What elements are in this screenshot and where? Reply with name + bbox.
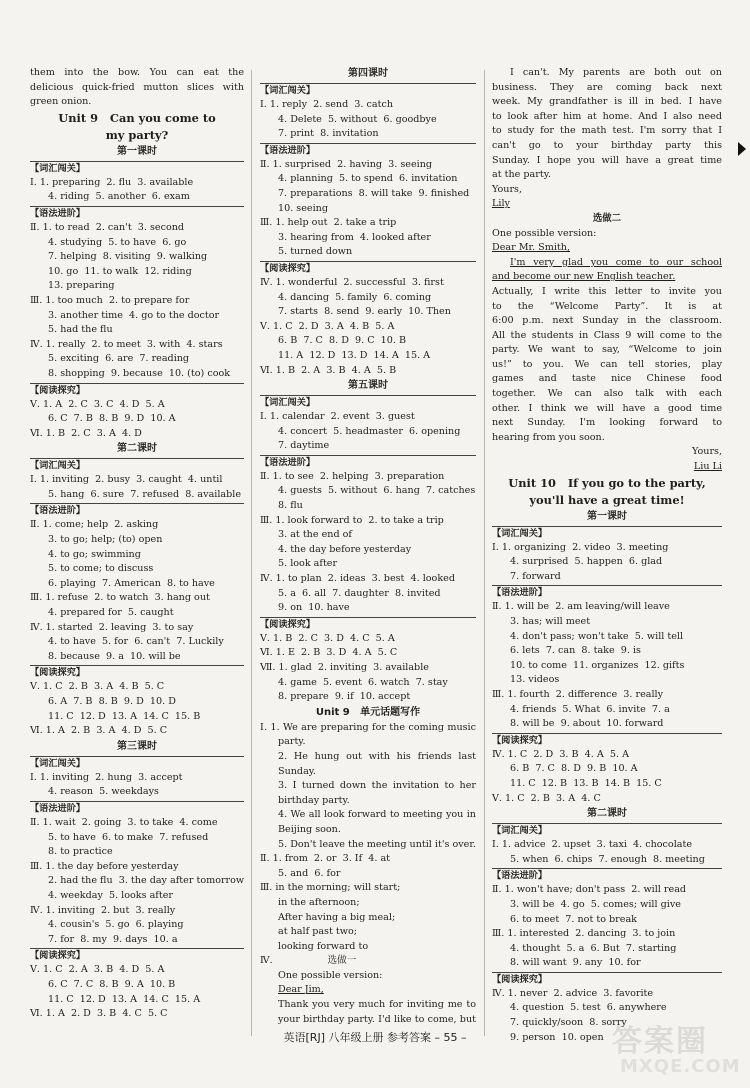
answer-line: 4. game 5. event 6. watch 7. stay bbox=[278, 676, 448, 688]
answer-line: Ⅲ. in the morning; will start; bbox=[260, 882, 401, 894]
lesson-heading: 第一课时 bbox=[117, 145, 157, 157]
answer-line: Dear Mr. Smith, bbox=[492, 242, 571, 254]
answer-line: 5. look after bbox=[278, 558, 338, 570]
answer-line: Ⅰ. 1. We are preparing for the coming music bbox=[260, 721, 476, 733]
answer-line: 3. at the end of bbox=[278, 529, 352, 541]
answer-line: Ⅴ. 1. C 2. A 3. B 4. D 5. A bbox=[30, 964, 165, 976]
section-label: 【阅读探究】 bbox=[30, 665, 244, 680]
answer-line: 6. to meet 7. not to break bbox=[510, 913, 637, 925]
option-heading: 选做二 bbox=[592, 212, 622, 224]
section-label: 【词汇闯关】 bbox=[30, 161, 244, 176]
answer-line: 8. to practice bbox=[48, 846, 113, 858]
answer-line: 3. will be 4. go 5. comes; will give bbox=[510, 898, 681, 910]
answer-line: 10. seeing bbox=[278, 202, 328, 214]
column-divider bbox=[251, 70, 252, 1036]
answer-line: delicious quick-fried mutton slices with bbox=[30, 81, 244, 93]
answer-line: 13. videos bbox=[510, 674, 560, 686]
answer-line: 8. flu bbox=[278, 500, 303, 512]
answer-line: 2. He hung out with his friends last bbox=[278, 750, 476, 762]
answer-line: 5. when 6. chips 7. enough 8. meeting bbox=[510, 853, 705, 865]
answer-line: looking forward to bbox=[278, 940, 369, 952]
answer-line: games and taste nice Chinese food bbox=[492, 373, 722, 385]
answer-line: Ⅴ. 1. C 2. B 3. A 4. C bbox=[492, 792, 601, 804]
answer-line: 13. preparing bbox=[48, 280, 115, 292]
section-label: 【阅读探究】 bbox=[260, 617, 476, 632]
answer-line: 4. concert 5. headmaster 6. opening bbox=[278, 425, 461, 437]
answer-line: party. bbox=[278, 736, 306, 748]
lesson-heading: 第二课时 bbox=[587, 808, 627, 820]
section-label: 【阅读探究】 bbox=[30, 383, 244, 398]
answer-line: Liu Li bbox=[693, 461, 722, 473]
answer-line: Yours, bbox=[691, 446, 722, 458]
answer-line: 3. another time 4. go to the doctor bbox=[48, 309, 220, 321]
answer-line: together. We can also talk with each bbox=[492, 388, 722, 400]
answer-line: 3. I turned down the invitation to her bbox=[278, 780, 476, 792]
answer-line: Ⅰ. 1. inviting 2. busy 3. caught 4. until bbox=[30, 474, 223, 486]
answer-line: 11. C 12. D 13. A 14. C 15. B bbox=[48, 710, 201, 722]
answer-line: 8. will want 9. any 10. for bbox=[510, 957, 641, 969]
answer-line: to study for the math test. I'm sorry that I bbox=[492, 125, 722, 137]
answer-line: 4. cousin's 5. go 6. playing bbox=[48, 919, 184, 931]
answer-line: 7. forward bbox=[510, 570, 561, 582]
answer-line: 7. for 8. my 9. days 10. a bbox=[48, 933, 178, 945]
section-label: 【语法进阶】 bbox=[260, 143, 476, 158]
answer-line: I'm very glad you come to our school bbox=[510, 256, 722, 268]
answer-line: 4. to go; swimming bbox=[48, 548, 141, 560]
section-label: 【阅读探究】 bbox=[260, 261, 476, 276]
answer-line: 8. prepare 9. if 10. accept bbox=[278, 691, 411, 703]
section-label: 【阅读探究】 bbox=[492, 733, 722, 748]
answer-line: business. They are coming back next bbox=[492, 81, 722, 93]
answer-line: 7. starts 8. send 9. early 10. Then bbox=[278, 306, 451, 318]
unit-heading: Unit 10 If you go to the party, bbox=[508, 475, 706, 490]
answer-line: Ⅵ. 1. B 2. C 3. A 4. D bbox=[30, 427, 142, 439]
lesson-heading: Unit 9 单元话题写作 bbox=[315, 706, 421, 718]
answer-line: Ⅰ. 1. reply 2. send 3. catch bbox=[260, 99, 394, 110]
answer-line: 8. will be 9. about 10. forward bbox=[510, 718, 664, 730]
answer-line: Ⅴ. 1. C 2. B 3. A 4. B 5. C bbox=[30, 681, 165, 693]
answer-line: Ⅲ. 1. fourth 2. difference 3. really bbox=[492, 688, 664, 700]
unit-heading: Unit 9 Can you come to bbox=[58, 110, 216, 125]
answer-line: other. I think we will have a good time bbox=[492, 402, 722, 414]
answer-line: 4. reason 5. weekdays bbox=[48, 786, 159, 798]
answer-line: Ⅲ. 1. interested 2. dancing 3. to join bbox=[492, 928, 676, 940]
answer-line: Ⅱ. 1. to read 2. can't 3. second bbox=[30, 221, 185, 233]
answer-line: 7. print 8. invitation bbox=[278, 128, 379, 140]
section-label: 【语法进阶】 bbox=[492, 868, 722, 883]
answer-line: One possible version: bbox=[278, 969, 383, 981]
lesson-heading: 第一课时 bbox=[587, 510, 627, 522]
answer-line: Beijing soon. bbox=[278, 823, 341, 835]
answer-line: 4. to have 5. for 6. can't 7. Luckily bbox=[48, 636, 224, 648]
answer-column-middle bbox=[260, 66, 476, 1036]
lesson-heading: 第四课时 bbox=[348, 68, 388, 79]
answer-line: 5. a 6. all 7. daughter 8. invited bbox=[278, 587, 441, 599]
answer-line: Ⅵ. 1. A 2. B 3. A 4. D 5. C bbox=[30, 725, 168, 737]
answer-line: 7. daytime bbox=[278, 440, 330, 452]
answer-column-left bbox=[30, 66, 244, 1036]
answer-line: Ⅰ. 1. advice 2. upset 3. taxi 4. chocolate bbox=[492, 839, 693, 851]
answer-line: Ⅶ. 1. glad 2. inviting 3. available bbox=[260, 662, 429, 673]
section-label: 【词汇闯关】 bbox=[260, 83, 476, 98]
answer-line: 4. don't pass; won't take 5. will tell bbox=[510, 630, 684, 642]
answer-line: in the afternoon; bbox=[278, 896, 360, 908]
watermark-text: 答案圈 bbox=[612, 1024, 708, 1059]
answer-line: 5. had the flu bbox=[48, 324, 113, 336]
lesson-heading: 第三课时 bbox=[117, 740, 157, 752]
section-label: 【阅读探究】 bbox=[30, 948, 244, 963]
answer-line: Sunday. I hope you will have a great time bbox=[492, 154, 722, 166]
answer-line: to look after him at home. And I also need bbox=[492, 110, 722, 122]
answer-line: 11. C 12. D 13. A 14. C 15. A bbox=[48, 993, 201, 1005]
answer-line: One possible version: bbox=[492, 227, 597, 239]
answer-line: Ⅱ. 1. surprised 2. having 3. seeing bbox=[260, 158, 433, 170]
section-label: 【词汇闯关】 bbox=[492, 526, 722, 541]
answer-line: 7. quickly/soon 8. sorry bbox=[510, 1017, 627, 1029]
answer-line: Ⅰ. 1. inviting 2. hung 3. accept bbox=[30, 771, 183, 783]
answer-line: Ⅵ. 1. B 2. A 3. B 4. A 5. B bbox=[260, 364, 397, 376]
answer-line: 4. planning 5. to spend 6. invitation bbox=[278, 173, 458, 185]
answer-line: Yours, bbox=[492, 183, 523, 195]
answer-line: 7. preparations 8. will take 9. finished bbox=[278, 187, 470, 199]
answer-line: After having a big meal; bbox=[278, 911, 396, 923]
answer-line: 3. to go; help; (to) open bbox=[48, 534, 163, 546]
page-edge-marker-icon bbox=[738, 142, 746, 156]
answer-line: Sunday. bbox=[278, 765, 316, 777]
answer-line: 4. the day before yesterday bbox=[278, 543, 412, 555]
answer-line: 4. dancing 5. family 6. coming bbox=[278, 291, 432, 303]
answer-line: 6. C 7. B 8. B 9. D 10. A bbox=[48, 413, 176, 425]
answer-line: Thank you very much for inviting me to bbox=[278, 999, 476, 1011]
answer-line: 5. exciting 6. are 7. reading bbox=[48, 353, 190, 365]
answer-line: green onion. bbox=[30, 96, 92, 108]
answer-line: Ⅳ. 1. to plan 2. ideas 3. best 4. looked bbox=[260, 573, 455, 585]
answer-line: 6. B 7. C 8. D 9. C 10. B bbox=[278, 335, 406, 347]
section-label: 【词汇闯关】 bbox=[492, 823, 722, 838]
section-label: 【语法进阶】 bbox=[492, 585, 722, 600]
answer-line: Ⅱ. 1. won't have; don't pass 2. will read bbox=[492, 884, 687, 896]
lesson-heading: 第二课时 bbox=[117, 443, 157, 455]
answer-line: 6:00 p.m. next Sunday in the classroom. bbox=[492, 315, 722, 327]
answer-line: Ⅳ. 1. never 2. advice 3. favorite bbox=[492, 987, 654, 999]
section-label: 【词汇闯关】 bbox=[30, 458, 244, 473]
answer-line: Actually, I write this letter to invite you bbox=[492, 285, 722, 297]
answer-line: 2. had the flu 3. the day after tomorrow bbox=[48, 875, 245, 887]
unit-heading: you'll have a great time! bbox=[529, 492, 685, 507]
answer-line: 6. B 7. C 8. D 9. B 10. A bbox=[510, 763, 638, 775]
answer-line: 5. hang 6. sure 7. refused 8. available bbox=[48, 488, 242, 500]
answer-line: Ⅳ. 1. C 2. D 3. B 4. A 5. A bbox=[492, 748, 630, 760]
answer-line: 5. to come; to discuss bbox=[48, 563, 154, 575]
answer-line: 6. lets 7. can 8. take 9. is bbox=[510, 645, 641, 657]
answer-line: and become our new English teacher. bbox=[492, 271, 676, 283]
answer-line: 4. We all look forward to meeting you in bbox=[278, 809, 476, 821]
answer-line: Ⅳ. 1. started 2. leaving 3. to say bbox=[30, 621, 194, 633]
answer-line: next Sunday. I'm looking forward to bbox=[492, 417, 722, 429]
answer-line: Ⅰ. 1. calendar 2. event 3. guest bbox=[260, 411, 415, 423]
answer-line: Ⅰ. 1. organizing 2. video 3. meeting bbox=[492, 541, 669, 553]
lesson-heading: 第五课时 bbox=[348, 380, 388, 392]
answer-line: Ⅴ. 1. B 2. C 3. D 4. C 5. A bbox=[260, 632, 395, 644]
answer-line: 10. to come 11. organizes 12. gifts bbox=[510, 659, 685, 671]
answer-line: 5. turned down bbox=[278, 246, 353, 258]
answer-line: Ⅵ. 1. A 2. D 3. B 4. C 5. C bbox=[30, 1008, 168, 1020]
watermark-url: MXQE.COM bbox=[620, 1056, 741, 1077]
answer-line: Ⅲ. 1. refuse 2. to watch 3. hang out bbox=[30, 592, 210, 604]
answer-line: 9. on 10. have bbox=[278, 602, 350, 614]
answer-line: 4. weekday 5. looks after bbox=[48, 889, 173, 901]
answer-line: your birthday party. I'd like to come, but bbox=[278, 1013, 476, 1025]
answer-line: 6. C 7. C 8. B 9. A 10. B bbox=[48, 978, 176, 990]
answer-line: Ⅳ. 选做一 bbox=[260, 955, 357, 967]
answer-line: 5. to have 6. to make 7. refused bbox=[48, 831, 209, 843]
answer-line: 3. hearing from 4. looked after bbox=[278, 231, 431, 243]
answer-line: Ⅱ. 1. from 2. or 3. If 4. at bbox=[260, 853, 391, 865]
section-label: 【语法进阶】 bbox=[30, 801, 244, 816]
answer-line: 7. helping 8. visiting 9. walking bbox=[48, 251, 208, 263]
answer-line: 5. and 6. for bbox=[278, 867, 341, 879]
section-label: 【语法进阶】 bbox=[260, 455, 476, 470]
answer-line: Ⅱ. 1. wait 2. going 3. to take 4. come bbox=[30, 816, 218, 828]
answer-line: 11. C 12. B 13. B 14. B 15. C bbox=[510, 777, 662, 789]
section-label: 【语法进阶】 bbox=[30, 206, 244, 221]
answer-line: 3. has; will meet bbox=[510, 616, 591, 627]
answer-line: Ⅱ. 1. come; help 2. asking bbox=[30, 519, 159, 531]
section-label: 【语法进阶】 bbox=[30, 503, 244, 518]
answer-line: 4. studying 5. to have 6. go bbox=[48, 236, 187, 248]
answer-line: party. We want to say, “Welcome to join bbox=[492, 344, 722, 356]
answer-line: them into the bow. You can eat the bbox=[30, 67, 244, 78]
answer-line: Ⅳ. 1. wonderful 2. successful 3. first bbox=[260, 276, 444, 288]
answer-line: 4. Delete 5. without 6. goodbye bbox=[278, 113, 437, 125]
watermark-logo bbox=[612, 1016, 741, 1082]
answer-line: 4. thought 5. a 6. But 7. starting bbox=[510, 942, 677, 954]
section-label: 【词汇闯关】 bbox=[30, 756, 244, 771]
answer-line: Ⅰ. 1. preparing 2. flu 3. available bbox=[30, 176, 194, 188]
section-label: 【阅读探究】 bbox=[492, 972, 722, 987]
answer-line: 6. playing 7. American 8. to have bbox=[48, 577, 215, 589]
answer-line: can't go to your birthday party this bbox=[492, 139, 722, 151]
answer-line: Ⅳ. 1. really 2. to meet 3. with 4. stars bbox=[30, 338, 223, 350]
column-divider bbox=[484, 70, 485, 1036]
answer-line: at the party. bbox=[492, 169, 551, 181]
answer-line: 5. Don't leave the meeting until it's over. bbox=[278, 838, 476, 850]
answer-line: Ⅲ. 1. the day before yesterday bbox=[30, 860, 179, 872]
answer-line: Ⅴ. 1. A 2. C 3. C 4. D 5. A bbox=[30, 398, 165, 410]
answer-line: 11. A 12. D 13. D 14. A 15. A bbox=[278, 349, 431, 361]
answer-line: to the “Welcome Party”. It is at bbox=[492, 300, 722, 312]
answer-line: 4. surprised 5. happen 6. glad bbox=[510, 556, 663, 568]
answer-line: at half past two; bbox=[278, 926, 357, 938]
answer-line: Ⅲ. 1. look forward to 2. to take a trip bbox=[260, 514, 444, 526]
answer-line: 8. because 9. a 10. will be bbox=[48, 650, 181, 662]
section-label: 【词汇闯关】 bbox=[260, 395, 476, 410]
answer-line: Dear Jim, bbox=[278, 984, 324, 996]
answer-line: hearing from you soon. bbox=[492, 431, 605, 443]
answer-line: 8. shopping 9. because 10. (to) cook bbox=[48, 367, 231, 379]
answer-line: Ⅵ. 1. E 2. B 3. D 4. A 5. C bbox=[260, 647, 398, 659]
answer-line: I can't. My parents are both out on bbox=[510, 67, 722, 78]
answer-line: Lily bbox=[492, 198, 510, 210]
answer-line: birthday party. bbox=[278, 794, 350, 806]
page-footer: 英语[RJ] 八年级上册 参考答案 – 55 – bbox=[283, 1031, 467, 1044]
answer-line: All the students in Class 9 will come to the bbox=[492, 329, 722, 341]
answer-line: week. My grandfather is ill in bed. I have bbox=[492, 96, 722, 108]
answer-line: 4. question 5. test 6. anywhere bbox=[510, 1002, 667, 1014]
answer-line: Ⅱ. 1. to see 2. helping 3. preparation bbox=[260, 470, 445, 482]
answer-line: Ⅲ. 1. too much 2. to prepare for bbox=[30, 294, 190, 306]
answer-line: 6. A 7. B 8. B 9. D 10. D bbox=[48, 696, 176, 707]
answer-line: 4. friends 5. What 6. invite 7. a bbox=[510, 703, 670, 715]
answer-line: 4. guests 5. without 6. hang 7. catches bbox=[278, 485, 476, 497]
answer-line: Ⅳ. 1. inviting 2. but 3. really bbox=[30, 904, 176, 916]
answer-line: Ⅱ. 1. will be 2. am leaving/will leave bbox=[492, 601, 670, 613]
answer-line: 4. riding 5. another 6. exam bbox=[48, 191, 190, 203]
answer-line: Ⅲ. 1. help out 2. take a trip bbox=[260, 217, 397, 229]
answer-line: 9. person 10. open bbox=[510, 1031, 604, 1043]
answer-line: 10. go 11. to walk 12. riding bbox=[48, 265, 192, 277]
unit-heading: my party? bbox=[105, 127, 169, 142]
answer-line: us!” to you. We can tell stories, play bbox=[492, 358, 722, 370]
answer-line: 4. prepared for 5. caught bbox=[48, 607, 174, 619]
answer-line: Ⅴ. 1. C 2. D 3. A 4. B 5. A bbox=[260, 320, 395, 332]
